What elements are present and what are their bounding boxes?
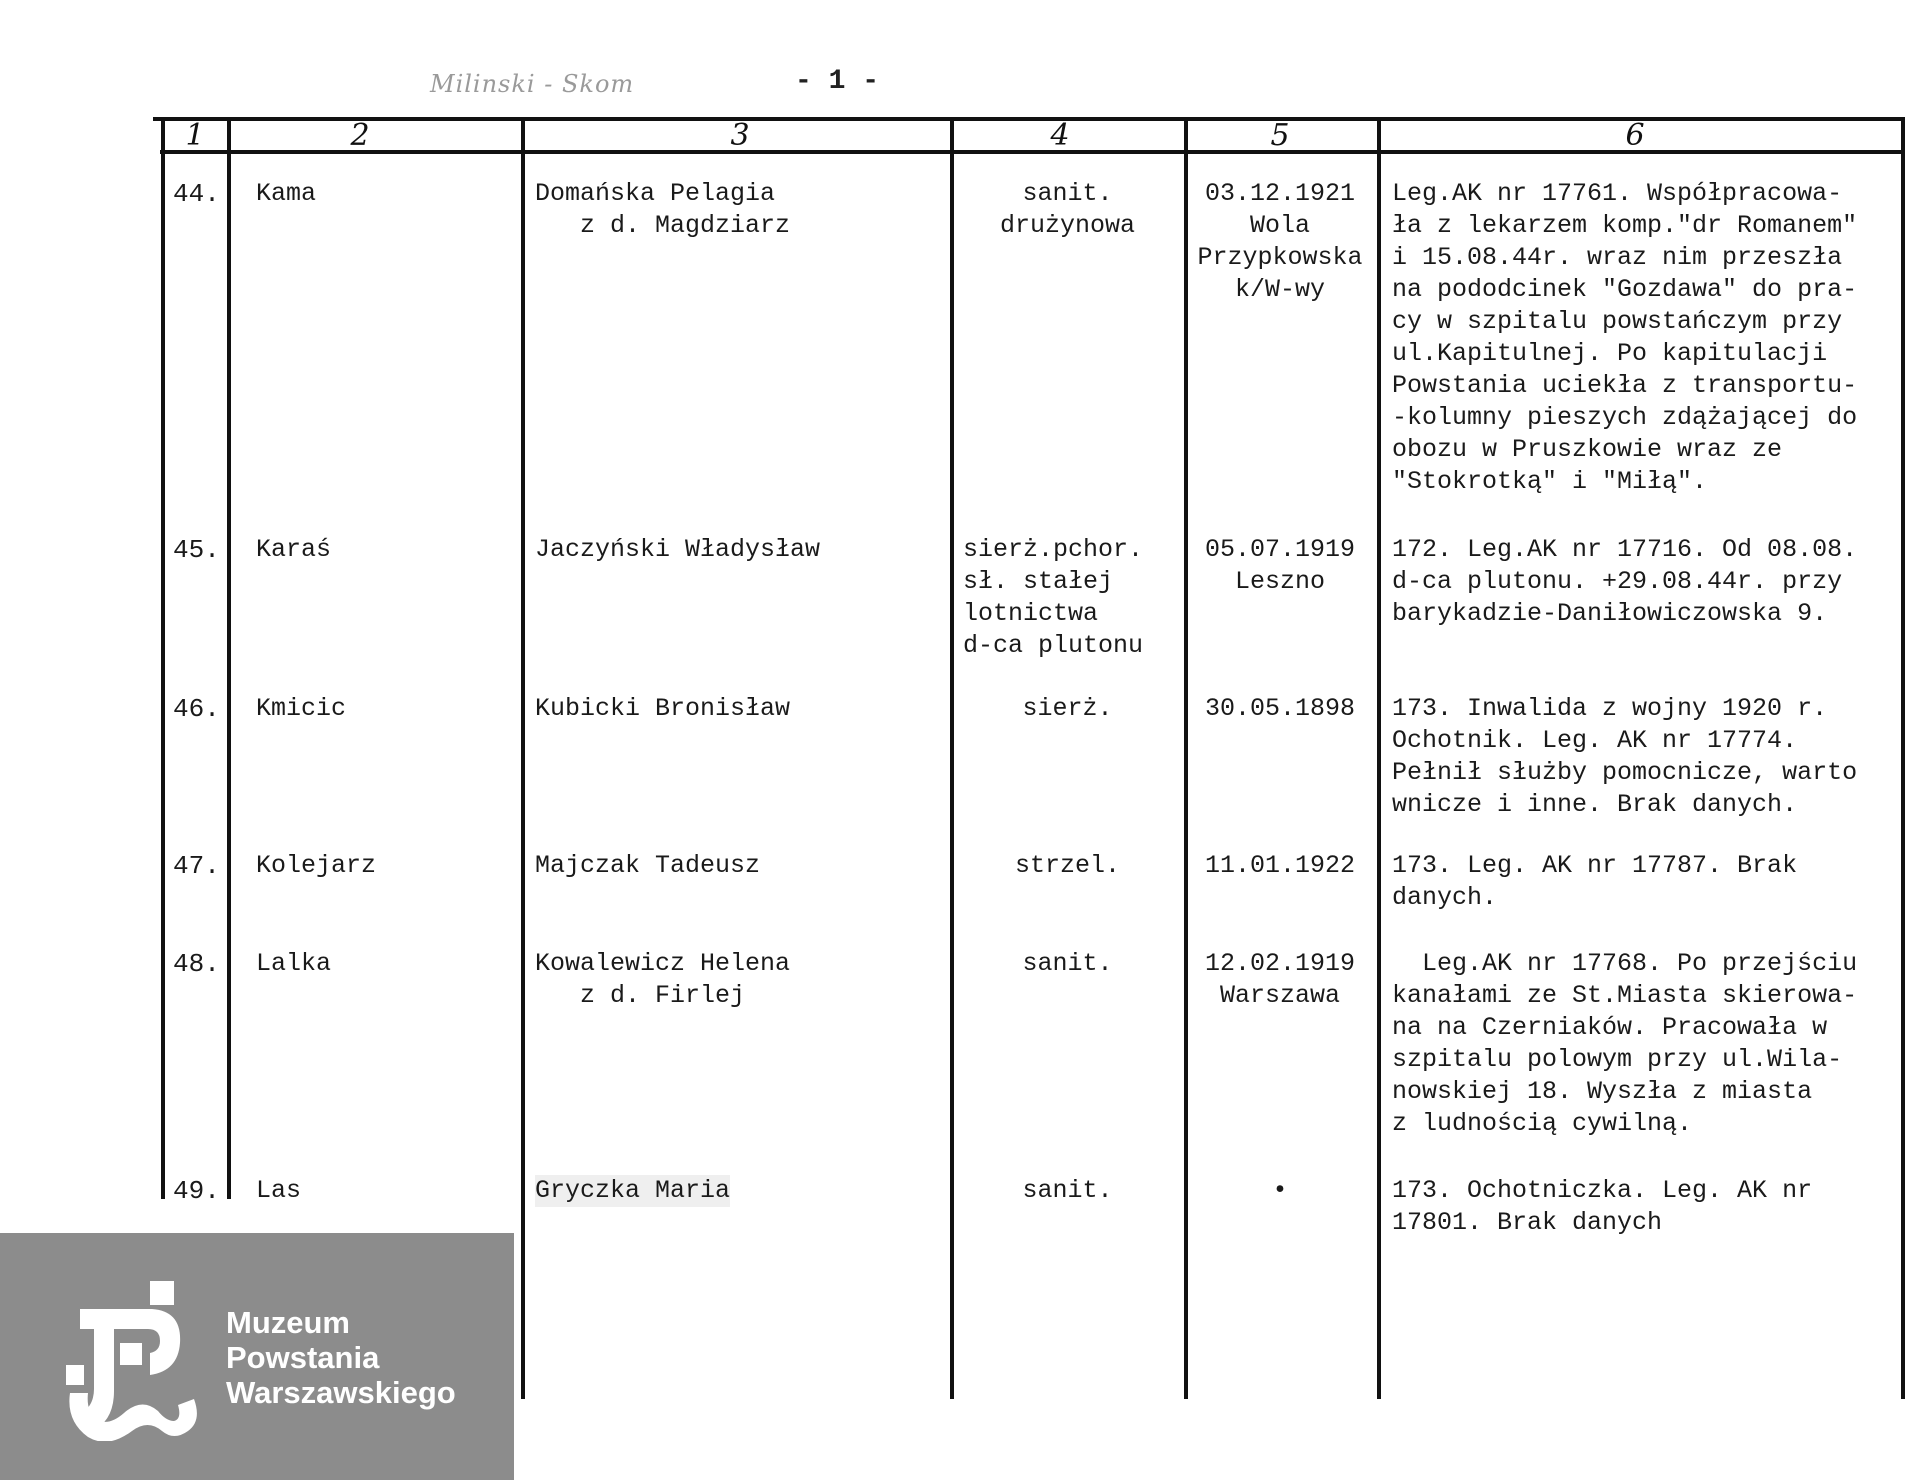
- column-header-3: 3: [730, 118, 750, 153]
- row-number: 48.: [173, 949, 220, 979]
- row-birth: 12.02.1919 Warszawa: [1204, 949, 1356, 1010]
- row-notes: 173. Ochotniczka. Leg. AK nr 17801. Brak danych: [1392, 1176, 1813, 1237]
- row-pseudonym: Kolejarz: [256, 851, 377, 880]
- row-notes: 172. Leg.AK nr 17716. Od 08.08. d-ca plutonu. +29.08.44r. przy barykadzie-Daniłowiczowska 9.: [1392, 535, 1858, 628]
- row-number: 46.: [173, 694, 220, 724]
- row-pseudonym: Las: [256, 1176, 302, 1205]
- column-divider-3: [521, 117, 525, 1399]
- row-rank: sanit.: [1022, 949, 1113, 978]
- column-header-5: 5: [1270, 118, 1290, 153]
- row-rank: sierż.pchor. sł. stałej lotnictwa d-ca plutonu: [963, 535, 1144, 660]
- row-pseudonym: Kmicic: [256, 694, 347, 723]
- row-name: Domańska Pelagia z d. Magdziarz: [535, 179, 791, 240]
- row-pseudonym: Lalka: [256, 949, 332, 978]
- column-header-4: 4: [1050, 118, 1070, 153]
- museum-name-line-1: Muzeum: [226, 1305, 350, 1340]
- row-pseudonym: Karaś: [256, 535, 332, 564]
- row-birth: 03.12.1921 Wola Przypkowska k/W-wy: [1197, 179, 1363, 304]
- handwritten-header-note: Milinski - Skom: [430, 70, 635, 98]
- row-rank: sanit.: [1022, 1176, 1113, 1205]
- row-name: Gryczka Maria: [535, 1176, 731, 1205]
- museum-watermark: [0, 1233, 514, 1480]
- row-notes: 173. Leg. AK nr 17787. Brak danych.: [1392, 851, 1798, 912]
- column-header-6: 6: [1625, 118, 1645, 153]
- row-notes: 173. Inwalida z wojny 1920 r. Ochotnik. Leg. AK nr 17774. Pełnił służby pomocnicze, warto wnicze i inne. Brak danych.: [1392, 694, 1858, 819]
- museum-name: [226, 1305, 456, 1410]
- row-number: 45.: [173, 535, 220, 565]
- row-birth: 30.05.1898: [1204, 694, 1356, 723]
- row-rank: sanit. drużynowa: [999, 179, 1136, 240]
- row-pseudonym: Kama: [256, 179, 317, 208]
- page-number: - 1 -: [795, 66, 880, 97]
- column-divider-2: [227, 117, 231, 1199]
- row-birth: 11.01.1922: [1204, 851, 1356, 880]
- row-birth: 05.07.1919 Leszno: [1204, 535, 1356, 596]
- row-birth: •: [1272, 1176, 1288, 1205]
- row-number: 49.: [173, 1176, 220, 1206]
- row-number: 47.: [173, 851, 220, 881]
- row-number: 44.: [173, 179, 220, 209]
- row-name: Majczak Tadeusz: [535, 851, 761, 880]
- column-divider-7: [1901, 117, 1905, 1399]
- row-name: Kubicki Bronisław: [535, 694, 791, 723]
- column-header-1: 1: [185, 118, 205, 153]
- row-name: Kowalewicz Helena z d. Firlej: [535, 949, 791, 1010]
- row-notes: Leg.AK nr 17768. Po przejściu kanałami ze St.Miasta skierowa- na na Czerniaków. Pracowała w szpitalu polowym przy ul.Wila- nowskiej 18. Wyszła z miasta z ludnością cywilną.: [1392, 949, 1858, 1138]
- museum-name-line-3: Warszawskiego: [226, 1375, 456, 1410]
- column-header-2: 2: [350, 118, 370, 153]
- kotwica-logo-icon: [62, 1281, 212, 1441]
- column-divider-1: [161, 117, 165, 1199]
- museum-name-line-2: Powstania: [226, 1340, 380, 1375]
- row-name: Jaczyński Władysław: [535, 535, 821, 564]
- row-rank: sierż.: [1022, 694, 1113, 723]
- row-notes: Leg.AK nr 17761. Współpracowa- ła z lekarzem komp."dr Romanem" i 15.08.44r. wraz nim przeszła na pododcinek "Gozdawa" do pra- cy w szpitalu powstańczym przy ul.Kapitulnej. Po kapitulacji Powstania uciekła z transportu- -kolumny pieszych zdążającej do obozu w Pruszkowie wraz ze "Stokrotką" i "Miłą".: [1392, 179, 1858, 496]
- row-rank: strzel.: [1014, 851, 1121, 880]
- column-divider-4: [950, 117, 954, 1399]
